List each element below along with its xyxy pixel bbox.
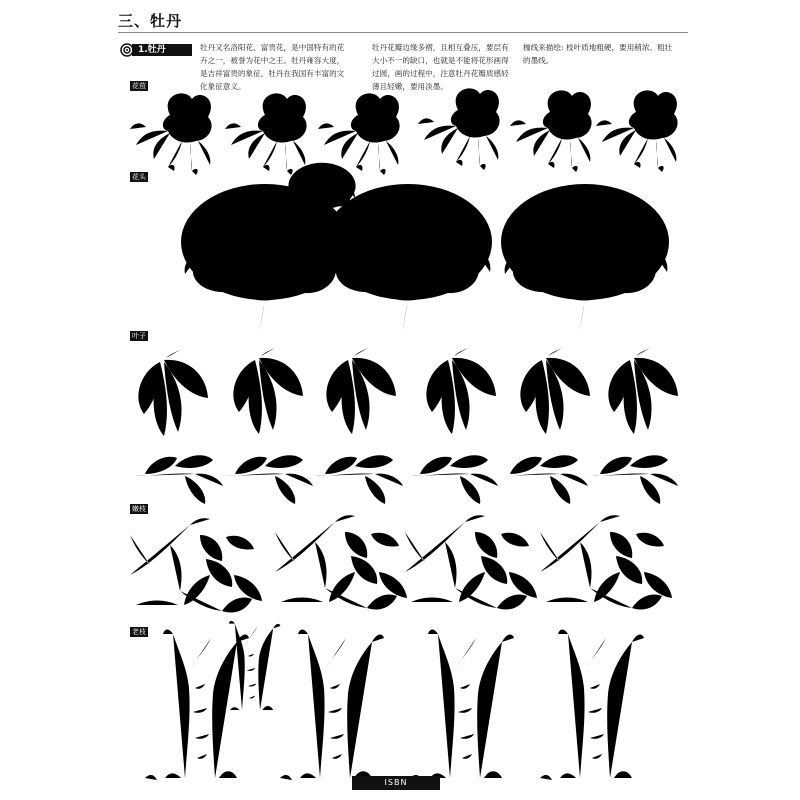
- young-branch-drawing-3: [405, 515, 537, 609]
- page-title: 三、牡丹: [118, 12, 183, 30]
- intro-paragraph-3: 枷线来描绘: 枝叶质地粗硬，要用稍浓、粗壮的墨线。: [523, 43, 673, 65]
- intro-paragraph-2: 牡丹花瓣边缘多褶，且相互叠压，要层有大小不一的缺口，也就是不能将花形画得过圆，画的过程中，注意牡丹花瓣质感轻薄且轻嫩，要用淡墨。: [372, 43, 509, 91]
- leaf-drawing-2: [233, 348, 303, 434]
- leaf-sprig-3: [315, 455, 403, 504]
- intro-paragraph-1: 牡丹又名洛阳花、富贵花，是中国特有的花卉之一，被誉为花中之王。牡丹雍容大度，是吉祥富贵的象征，牡丹在我国有丰富的文化象征意义。: [200, 43, 345, 91]
- old-branch-drawing-2: [280, 630, 390, 781]
- leaf-drawing-5: [520, 348, 590, 434]
- flower-head-drawing-2: [324, 184, 492, 332]
- young-branch-drawing-1: [130, 518, 262, 612]
- footer-stamp: ISBN: [352, 776, 440, 790]
- leaf-sprig-1: [135, 455, 223, 504]
- bud-drawing-4: [418, 88, 500, 170]
- leaf-drawing-3: [326, 348, 396, 434]
- label-bud: 花苞: [132, 82, 146, 90]
- bud-drawing-2: [225, 93, 307, 175]
- section-badge-label: 1.牡丹: [132, 44, 192, 56]
- leaf-sprig-2: [225, 455, 313, 504]
- label-leaf: 叶子: [132, 332, 146, 340]
- leaf-drawing-6: [608, 348, 678, 434]
- leaf-sprig-4: [410, 455, 498, 504]
- flower-head-drawing-3: [501, 184, 669, 332]
- leaf-sprig-5: [500, 455, 588, 504]
- label-flower-head: 花头: [132, 173, 146, 181]
- leaf-drawing-4: [426, 348, 496, 434]
- label-old-branch: 老枝: [132, 628, 146, 636]
- bud-drawing-5: [510, 90, 592, 172]
- label-young-branch: 嫩枝: [132, 505, 146, 513]
- leaf-drawing-1: [138, 350, 208, 436]
- old-branch-drawing-3: [410, 630, 520, 781]
- bud-drawing-3: [318, 93, 400, 175]
- old-branch-drawing-4: [540, 630, 650, 781]
- young-branch-drawing-2: [275, 515, 407, 609]
- young-branch-drawing-4: [540, 515, 672, 609]
- bud-drawing-6: [596, 90, 678, 172]
- leaf-sprig-6: [590, 455, 678, 504]
- bud-drawing-1: [130, 93, 212, 175]
